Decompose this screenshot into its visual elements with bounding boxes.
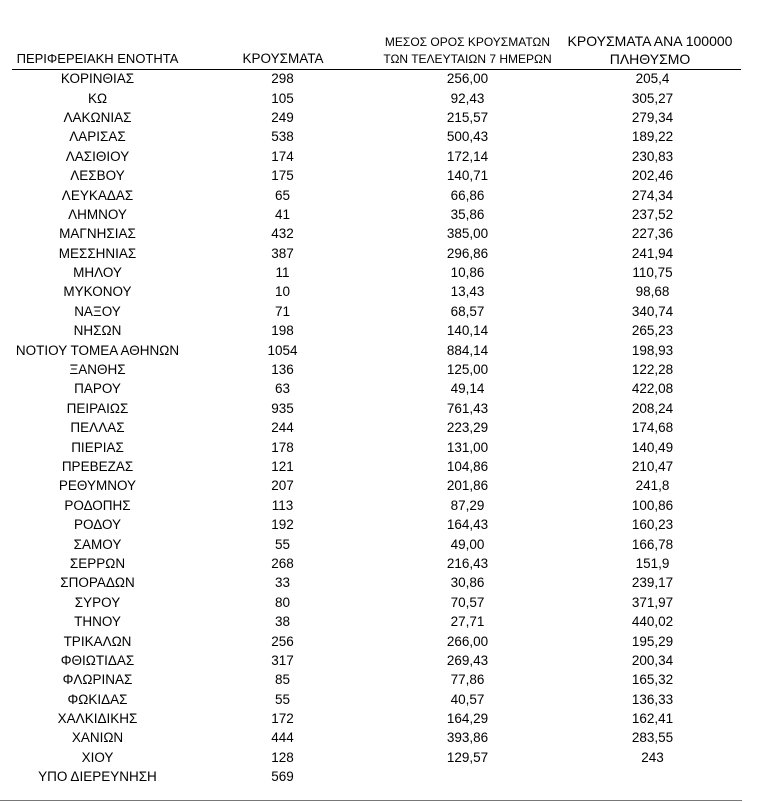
cases-cell: 128 — [271, 749, 294, 765]
table-row — [0, 147, 740, 166]
seven-day-average-cell: 884,14 — [446, 342, 489, 358]
table-row — [0, 690, 740, 709]
seven-day-average-cell: 269,43 — [446, 652, 489, 668]
cases-cell: 444 — [271, 730, 294, 746]
region-cell: ΡΕΘΥΜΝΟΥ — [58, 478, 137, 494]
cases-cell: 121 — [271, 459, 294, 474]
seven-day-average-cell: 27,71 — [450, 614, 485, 630]
per-100k-cell: 305,27 — [631, 90, 674, 106]
seven-day-average-cell: 385,00 — [446, 226, 489, 242]
table-row — [0, 302, 740, 321]
header-region: ΠΕΡΙΦΕΡΕΙΑΚΗ ΕΝΟΤΗΤΑ — [16, 51, 179, 66]
header-seven-day-average-line2: ΤΩΝ ΤΕΛΕΥΤΑΙΩΝ 7 ΗΜΕΡΩΝ — [383, 52, 552, 66]
per-100k-cell: 166,78 — [631, 536, 674, 552]
region-cell: ΜΕΣΣΗΝΙΑΣ — [58, 245, 137, 261]
per-100k-cell: 208,24 — [631, 400, 674, 416]
seven-day-average-cell: 68,57 — [450, 303, 485, 319]
seven-day-average-cell: 131,00 — [446, 439, 489, 455]
seven-day-average-cell: 393,86 — [446, 730, 489, 746]
cases-cell: 80 — [274, 594, 291, 610]
per-100k-cell: 371,97 — [631, 594, 674, 610]
table-row — [0, 554, 740, 573]
seven-day-average-cell: 87,29 — [450, 497, 485, 513]
per-100k-cell: 210,47 — [631, 459, 674, 474]
seven-day-average-cell: 49,14 — [450, 381, 485, 397]
per-100k-cell: 279,34 — [631, 109, 674, 125]
cases-cell: 71 — [274, 303, 291, 319]
region-cell: ΜΗΛΟΥ — [73, 265, 122, 281]
table-row — [0, 534, 740, 553]
table-row — [0, 166, 740, 185]
per-100k-cell: 283,55 — [631, 730, 674, 746]
cases-cell: 10 — [274, 284, 291, 300]
region-cell: ΤΗΝΟΥ — [74, 614, 121, 630]
table-row — [0, 340, 740, 359]
table-row — [0, 282, 740, 301]
per-100k-cell: 202,46 — [631, 168, 674, 184]
region-cell: ΚΩ — [87, 90, 108, 106]
table-row — [0, 360, 740, 379]
seven-day-average-cell: 140,14 — [446, 323, 489, 339]
cases-cell: 55 — [274, 691, 291, 707]
header-cases-per-100k-line2: ΠΛΗΘΥΣΜΟ — [609, 51, 691, 67]
per-100k-cell: 205,4 — [635, 71, 670, 87]
table-row — [0, 418, 740, 437]
region-cell: ΛΗΜΝΟΥ — [68, 206, 127, 222]
table-row — [0, 244, 740, 263]
seven-day-average-cell: 13,43 — [450, 284, 485, 300]
per-100k-cell: 274,34 — [631, 187, 674, 203]
per-100k-cell: 162,41 — [631, 711, 674, 727]
cases-cell: 569 — [271, 769, 294, 785]
per-100k-cell: 241,94 — [631, 245, 674, 261]
cases-cell: 198 — [271, 323, 294, 339]
region-cell: ΣΠΟΡΑΔΩΝ — [60, 575, 135, 591]
per-100k-cell: 265,23 — [631, 323, 674, 339]
region-cell: ΛΕΥΚΑΔΑΣ — [61, 187, 134, 203]
table-row — [0, 573, 740, 592]
cases-cell: 174 — [271, 148, 294, 164]
cases-cell: 105 — [271, 90, 294, 106]
header-cases: ΚΡΟΥΣΜΑΤΑ — [242, 51, 324, 66]
region-cell: ΣΑΜΟΥ — [73, 536, 122, 552]
region-cell: ΦΩΚΙΔΑΣ — [67, 691, 128, 707]
per-100k-cell: 136,33 — [631, 691, 674, 707]
table-row — [0, 185, 740, 204]
region-cell: ΤΡΙΚΑΛΩΝ — [63, 633, 132, 649]
per-100k-cell: 227,36 — [631, 226, 674, 242]
per-100k-cell: 140,49 — [631, 439, 674, 455]
cases-table — [0, 69, 740, 786]
per-100k-cell: 237,52 — [631, 206, 674, 222]
header-cases-per-100k — [555, 32, 745, 68]
cases-cell: 41 — [274, 206, 291, 222]
cases-cell: 298 — [271, 71, 294, 87]
per-100k-cell: 422,08 — [631, 381, 674, 397]
region-cell: ΧΙΟΥ — [81, 749, 114, 765]
seven-day-average-cell: 164,43 — [446, 517, 489, 533]
region-cell: ΥΠΟ ΔΙΕΡΕΥΝΗΣΗ — [38, 769, 157, 785]
cases-cell: 33 — [274, 575, 291, 591]
seven-day-average-cell: 70,57 — [450, 594, 485, 610]
seven-day-average-cell: 296,86 — [446, 245, 489, 261]
region-cell: ΠΙΕΡΙΑΣ — [71, 439, 124, 455]
seven-day-average-cell: 92,43 — [450, 90, 485, 106]
table-row — [0, 399, 740, 418]
seven-day-average-cell: 216,43 — [446, 555, 489, 571]
cases-cell: 63 — [274, 381, 291, 397]
table-row — [0, 612, 740, 631]
seven-day-average-cell: 129,57 — [446, 749, 489, 765]
per-100k-cell — [565, 767, 740, 786]
seven-day-average-cell: 77,86 — [450, 672, 485, 688]
cases-cell: 538 — [271, 129, 294, 145]
seven-day-average-cell: 215,57 — [446, 109, 489, 125]
per-100k-cell: 200,34 — [631, 652, 674, 668]
table-row — [0, 321, 740, 340]
table-row — [0, 709, 740, 728]
per-100k-cell: 110,75 — [632, 265, 673, 281]
cases-cell: 192 — [271, 517, 294, 533]
table-row — [0, 593, 740, 612]
table-row — [0, 631, 740, 650]
per-100k-cell: 151,9 — [635, 555, 670, 571]
region-cell: ΣΕΡΡΩΝ — [69, 555, 126, 571]
cases-cell: 178 — [271, 439, 294, 455]
cases-cell: 113 — [271, 497, 294, 513]
region-cell: ΣΥΡΟΥ — [74, 594, 121, 610]
table-row — [0, 496, 740, 515]
region-cell: ΛΕΣΒΟΥ — [70, 168, 125, 184]
region-cell: ΠΕΛΛΑΣ — [70, 420, 125, 436]
region-cell: ΜΑΓΝΗΣΙΑΣ — [59, 226, 136, 242]
seven-day-average-cell: 500,43 — [446, 129, 489, 145]
seven-day-average-cell: 40,57 — [450, 691, 485, 707]
table-row — [0, 515, 740, 534]
seven-day-average-cell: 140,71 — [446, 168, 489, 184]
per-100k-cell: 100,86 — [631, 497, 674, 513]
region-cell: ΦΛΩΡΙΝΑΣ — [62, 672, 133, 688]
region-cell: ΜΥΚΟΝΟΥ — [63, 284, 132, 300]
seven-day-average-cell: 10,86 — [450, 265, 485, 281]
seven-day-average-cell — [370, 767, 565, 786]
cases-cell: 207 — [271, 478, 294, 494]
region-cell: ΡΟΔΟΠΗΣ — [64, 497, 131, 513]
cases-cell: 432 — [271, 226, 294, 242]
per-100k-cell: 195,29 — [631, 633, 674, 649]
header-seven-day-average — [370, 34, 565, 68]
region-cell: ΧΑΝΙΩΝ — [71, 730, 124, 746]
table-row — [0, 88, 740, 107]
table-row — [0, 748, 740, 767]
region-cell: ΛΑΡΙΣΑΣ — [69, 129, 126, 145]
table-row — [0, 263, 740, 282]
region-cell: ΛΑΣΙΘΙΟΥ — [65, 148, 130, 164]
per-100k-cell: 198,93 — [631, 342, 674, 358]
seven-day-average-cell: 125,00 — [446, 362, 489, 378]
table-row — [0, 108, 740, 127]
cases-table-body — [0, 69, 740, 786]
region-cell: ΞΑΝΘΗΣ — [69, 362, 126, 378]
seven-day-average-cell: 49,00 — [450, 536, 485, 552]
footer-divider — [0, 800, 742, 801]
per-100k-cell: 122,28 — [631, 362, 674, 378]
seven-day-average-cell: 30,86 — [450, 575, 485, 591]
region-cell: ΠΕΙΡΑΙΩΣ — [66, 400, 129, 416]
cases-cell: 317 — [271, 652, 294, 668]
seven-day-average-cell: 266,00 — [446, 633, 489, 649]
seven-day-average-cell: 66,86 — [450, 187, 485, 203]
table-row — [0, 437, 740, 456]
cases-cell: 55 — [274, 536, 291, 552]
table-row — [0, 767, 740, 786]
cases-cell: 172 — [271, 711, 294, 727]
table-row — [0, 205, 740, 224]
per-100k-cell: 98,68 — [635, 284, 670, 300]
table-row — [0, 224, 740, 243]
region-cell: ΠΡΕΒΕΖΑΣ — [61, 459, 134, 474]
table-row — [0, 457, 740, 476]
cases-cell: 65 — [274, 187, 291, 203]
seven-day-average-cell: 256,00 — [446, 71, 489, 87]
per-100k-cell: 340,74 — [631, 303, 674, 319]
table-row — [0, 379, 740, 398]
region-cell: ΝΟΤΙΟΥ ΤΟΜΕΑ ΑΘΗΝΩΝ — [15, 342, 180, 358]
region-cell: ΠΑΡΟΥ — [74, 381, 121, 397]
cases-cell: 268 — [271, 555, 294, 571]
cases-cell: 249 — [271, 109, 294, 125]
table-row — [0, 69, 740, 88]
per-100k-cell: 160,23 — [631, 517, 674, 533]
seven-day-average-cell: 35,86 — [450, 206, 485, 222]
region-cell: ΧΑΛΚΙΔΙΚΗΣ — [57, 711, 138, 727]
region-cell: ΦΘΙΩΤΙΔΑΣ — [60, 652, 135, 668]
cases-cell: 1054 — [267, 342, 298, 358]
seven-day-average-cell: 201,86 — [446, 478, 489, 494]
cases-cell: 38 — [274, 614, 291, 630]
per-100k-cell: 243 — [641, 749, 664, 765]
per-100k-cell: 189,22 — [631, 129, 674, 145]
table-row — [0, 476, 740, 495]
table-row — [0, 651, 740, 670]
region-cell: ΡΟΔΟΥ — [73, 517, 122, 533]
per-100k-cell: 239,17 — [631, 575, 674, 591]
per-100k-cell: 440,02 — [631, 614, 674, 630]
seven-day-average-cell: 223,29 — [446, 420, 489, 436]
table-row — [0, 127, 740, 146]
table-row — [0, 728, 740, 747]
cases-cell: 935 — [271, 400, 294, 416]
per-100k-cell: 165,32 — [631, 672, 674, 688]
region-cell: ΛΑΚΩΝΙΑΣ — [63, 109, 132, 125]
seven-day-average-cell: 104,86 — [446, 459, 489, 474]
seven-day-average-cell: 164,29 — [446, 711, 489, 727]
cases-cell: 11 — [275, 265, 290, 281]
per-100k-cell: 174,68 — [631, 420, 674, 436]
header-cases-per-100k-line1: ΚΡΟΥΣΜΑΤΑ ΑΝΑ 100000 — [567, 33, 733, 49]
region-cell: ΝΗΣΩΝ — [73, 323, 122, 339]
per-100k-cell: 241,8 — [635, 478, 670, 494]
cases-cell: 256 — [271, 633, 294, 649]
seven-day-average-cell: 761,43 — [446, 400, 489, 416]
cases-cell: 136 — [271, 362, 294, 378]
cases-cell: 175 — [271, 168, 294, 184]
table-row — [0, 670, 740, 689]
region-cell: ΚΟΡΙΝΘΙΑΣ — [60, 71, 135, 87]
per-100k-cell: 230,83 — [631, 148, 674, 164]
header-seven-day-average-line1: ΜΕΣΟΣ ΟΡΟΣ ΚΡΟΥΣΜΑΤΩΝ — [384, 35, 551, 49]
seven-day-average-cell: 172,14 — [446, 148, 489, 164]
region-cell: ΝΑΞΟΥ — [74, 303, 121, 319]
cases-cell: 387 — [271, 245, 294, 261]
cases-cell: 85 — [274, 672, 291, 688]
cases-cell: 244 — [271, 420, 294, 436]
